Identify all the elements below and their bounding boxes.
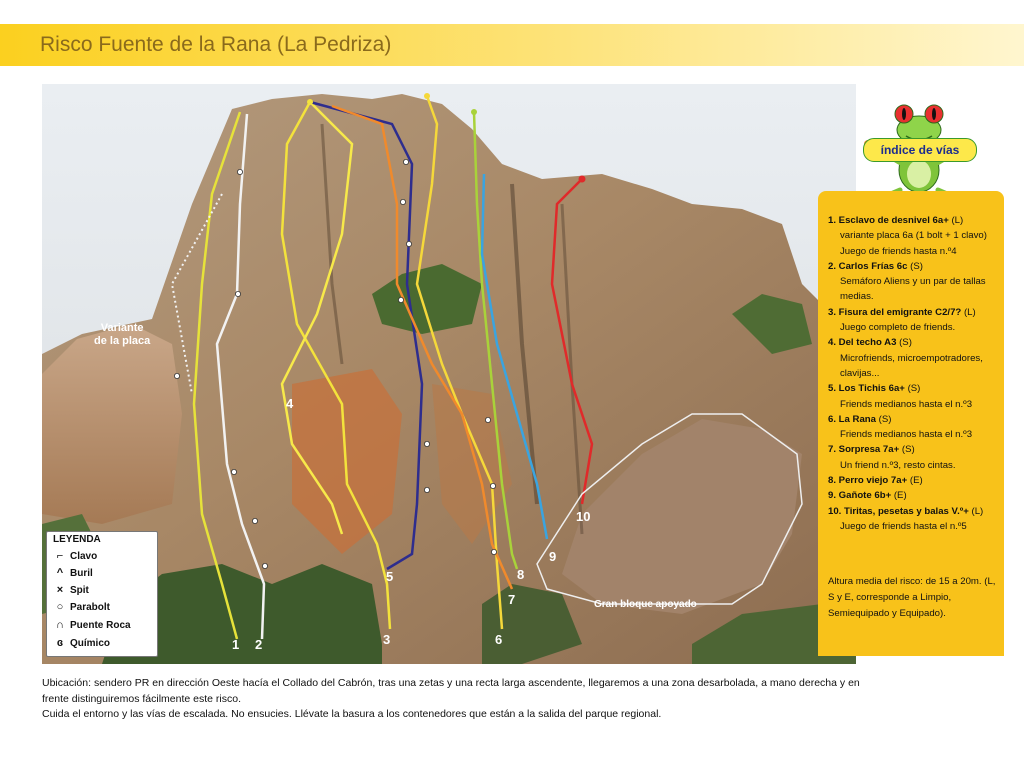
- route-number-1: 1: [232, 637, 240, 652]
- route-title: 7. Sorpresa 7a+: [828, 444, 900, 456]
- spit-icon: ×: [56, 584, 64, 596]
- route-title: 5. Los Tichis 6a+: [828, 383, 905, 395]
- route-detail: Semáforo Aliens y un par de tallas medias.: [840, 276, 986, 303]
- route-title: 3. Fisura del emigrante C2/7?: [828, 306, 962, 318]
- route-item-4: [828, 335, 1000, 381]
- legend-title: LEYENDA: [53, 534, 101, 545]
- route-number-7: 7: [508, 592, 516, 607]
- left-boulder: [42, 324, 182, 524]
- route-type: (E): [909, 475, 923, 487]
- legend-row-buril: [53, 566, 93, 580]
- boulder-label: Gran bloque apoyado: [594, 599, 697, 610]
- care-text: Cuida el entorno y las vías de escalada. No ensucies. Llévate la basura a los contenedores que están a la salida del parque regional.: [42, 708, 662, 720]
- legend: [46, 531, 158, 657]
- route-detail: Friends medianos hasta el n.º3: [840, 398, 973, 410]
- legend-label-quimico: Químico: [70, 638, 111, 649]
- route-type: (L): [963, 306, 976, 318]
- puente-roca-icon: ∩: [56, 619, 64, 631]
- crag-height-note: Altura media del risco: de 15 a 20m. (L, S y E, corresponde a Limpio, Semiequipado y Equipado).: [828, 576, 996, 619]
- route-type: (L): [971, 505, 984, 517]
- route-detail: Juego de friends hasta n.º4: [840, 245, 957, 257]
- route-title: 8. Perro viejo 7a+: [828, 475, 908, 487]
- legend-row-spit: [53, 583, 89, 597]
- legend-row-quimico: [53, 636, 110, 650]
- variant-label: [94, 322, 150, 348]
- route-item-10: [828, 504, 1000, 535]
- route-item-1: [828, 213, 1000, 259]
- route-number-2: 2: [255, 637, 263, 652]
- page-header: [0, 24, 1024, 66]
- crag-photo: [42, 84, 856, 664]
- route-detail: Microfriends, microempotradores, clavijas...: [840, 352, 983, 379]
- route-title: 4. Del techo A3: [828, 337, 897, 349]
- route-detail: Un friend n.º3, resto cintas.: [840, 459, 956, 471]
- variant-label-line-2: de la placa: [94, 335, 151, 347]
- page-title: Risco Fuente de la Rana (La Pedriza): [40, 33, 392, 56]
- route-title: 6. La Rana: [828, 413, 876, 425]
- route-item-8: [828, 473, 1000, 488]
- route-index-panel: [818, 191, 1004, 656]
- route-type: (S): [907, 383, 921, 395]
- route-item-3: [828, 305, 1000, 336]
- route-8-top-marker: [471, 109, 477, 115]
- route-number-9: 9: [549, 549, 557, 564]
- quimico-icon: ɞ: [56, 637, 64, 649]
- route-type: (S): [878, 413, 892, 425]
- legend-row-clavo: [53, 549, 97, 563]
- parabolt-icon: ○: [56, 601, 64, 613]
- variant-label-line-1: Variante: [100, 322, 144, 334]
- route-type: (S): [901, 444, 915, 456]
- route-10-top-marker: [579, 176, 586, 183]
- buril-icon: ^: [56, 567, 64, 579]
- route-number-3: 3: [383, 632, 391, 647]
- route-number-8: 8: [517, 567, 525, 582]
- route-title: 2. Carlos Frías 6c: [828, 260, 908, 272]
- route-detail: Friends medianos hasta el n.º3: [840, 429, 973, 441]
- routes-3-4-5-top-marker: [307, 99, 313, 105]
- legend-label-parabolt: Parabolt: [70, 602, 111, 613]
- legend-label-spit: Spit: [70, 585, 89, 596]
- route-number-4: 4: [286, 396, 294, 411]
- route-detail: Juego completo de friends.: [840, 322, 956, 334]
- route-type: (L): [951, 215, 964, 226]
- index-badge: índice de vías: [863, 138, 977, 162]
- route-item-6: [828, 412, 1000, 443]
- route-detail: Juego de friends hasta el n.º5: [840, 520, 967, 532]
- legend-label-clavo: Clavo: [70, 551, 98, 562]
- crag-topo-drawing: [42, 84, 856, 664]
- route-number-10: 10: [576, 509, 591, 524]
- route-type: (S): [899, 337, 912, 349]
- route-detail: variante placa 6a (1 bolt + 1 clavo): [840, 230, 987, 242]
- route-list: [828, 213, 1000, 534]
- route-type: (S): [910, 260, 923, 272]
- location-description: [42, 676, 872, 723]
- route-item-7: [828, 442, 1000, 473]
- route-title: 1. Esclavo de desnivel 6a+: [828, 215, 949, 226]
- route-title: 9. Gañote 6b+: [828, 490, 892, 502]
- route-title: 10. Tiritas, pesetas y balas V.º+: [828, 505, 969, 517]
- route-number-6: 6: [495, 632, 503, 647]
- route-item-5: [828, 381, 1000, 412]
- legend-row-parabolt: [53, 600, 110, 614]
- route-item-9: [828, 488, 1000, 503]
- legend-label-puente-roca: Puente Roca: [70, 620, 131, 631]
- location-text: Ubicación: sendero PR en dirección Oeste hacía el Collado del Cabrón, tras una zetas y una recta larga ascendente, llegaremos a una zona desarbolada, a mano derecha y en frente distinguiremos fácilmente este risco.: [42, 677, 860, 705]
- route-number-5: 5: [386, 569, 394, 584]
- route-6-top-marker: [424, 93, 430, 99]
- route-item-2: [828, 259, 1000, 305]
- legend-label-buril: Buril: [70, 568, 93, 579]
- route-type: (E): [893, 490, 907, 502]
- clavo-icon: ⌐: [56, 550, 64, 562]
- legend-row-puente-roca: [53, 618, 131, 632]
